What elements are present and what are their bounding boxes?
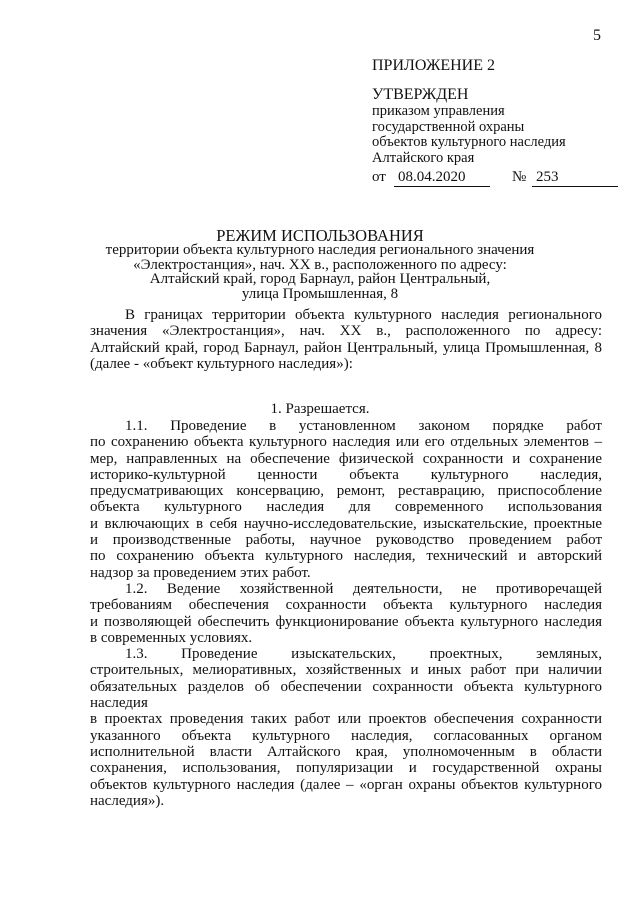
item-1-3-line: исполнительной власти Алтайского края, уполномоченным в области: [90, 743, 602, 760]
approver-line: приказом управления: [372, 103, 505, 119]
item-1-3-line: в проектах проведения таких работ или проектов обеспечения сохранности: [90, 711, 602, 728]
document-title: РЕЖИМ ИСПОЛЬЗОВАНИЯ: [216, 226, 424, 245]
subtitle-line: Алтайский край, город Барнаул, район Центральный,: [149, 271, 491, 288]
subtitle-line: улица Промышленная, 8: [241, 285, 399, 302]
intro-line: В границах территории объекта культурного наследия регионального: [125, 307, 602, 323]
section-items: [90, 418, 602, 809]
item-1-3-line: строительных, мелиоративных, хозяйственных и иных работ при наличии: [90, 662, 602, 679]
page-number: 5: [593, 27, 601, 44]
approver-line: объектов культурного наследия: [372, 134, 566, 150]
subtitle-line: территории объекта культурного наследия регионального значения: [105, 242, 535, 258]
item-1-1-line: 1.1. Проведение в установленном законом порядке работ: [125, 418, 602, 434]
item-1-2-line: в современных условиях.: [90, 629, 253, 646]
intro-paragraph: [90, 307, 602, 372]
intro-line: значения «Электростанция», нач. XX в., расположенного по адресу:: [90, 323, 602, 340]
item-1-3-line: наследия: [90, 695, 148, 712]
item-1-1-line: и включающих в себя научно-исследовательские, изыскательские, проектные: [90, 515, 602, 532]
item-1-3-line: обязательных разделов об обеспечении сохранности объекта культурного: [90, 678, 602, 695]
item-1-1-line: историко-культурной ценности объекта культурного наследия,: [90, 466, 602, 483]
item-1-1-line: мер, направленных на обеспечение физической сохранности и сохранение: [90, 450, 602, 467]
subtitle-line: «Электростанция», нач. XX в., расположенного по адресу:: [133, 256, 507, 273]
order-date: 08.04.2020: [394, 168, 490, 187]
approver-line: государственной охраны: [372, 118, 525, 135]
item-1-1-line: по сохранению объекта культурного наследия, технический и авторский: [90, 548, 602, 565]
order-prefix: от: [372, 169, 386, 185]
item-1-2-line: требованиям обеспечения сохранности объекта культурного наследия: [90, 597, 602, 614]
approved-label: УТВЕРЖДЕН: [372, 86, 469, 103]
document-subtitle: [0, 243, 640, 301]
intro-line: (далее - «объект культурного наследия»):: [90, 355, 353, 372]
item-1-3-line: 1.3. Проведение изыскательских, проектных, земляных,: [125, 646, 602, 663]
item-1-1-line: надзор за проведением этих работ.: [90, 564, 311, 581]
appendix-label: ПРИЛОЖЕНИЕ 2: [372, 57, 496, 74]
item-1-2-line: 1.2. Ведение хозяйственной деятельности, не противоречащей: [125, 580, 602, 597]
item-1-1-line: предусматривающих консервацию, ремонт, реставрацию, приспособление: [90, 483, 602, 500]
approval-block: [372, 57, 612, 187]
item-1-3-line: объектов культурного наследия (далее – «орган охраны объектов культурного: [90, 776, 602, 793]
section-heading: 1. Разрешается.: [270, 401, 370, 417]
item-1-1-line: и производственные работы, научное руководство проведением работ: [90, 532, 602, 549]
order-line: [372, 168, 612, 187]
order-number: 253: [532, 168, 618, 187]
intro-line: Алтайский край, город Барнаул, район Центральный, улица Промышленная, 8: [90, 339, 602, 356]
item-1-1-line: по сохранению объекта культурного наследия или его отдельных элементов –: [90, 434, 602, 451]
item-1-2-line: и позволяющей обеспечить функционирование объекта культурного наследия: [90, 613, 602, 630]
item-1-3-line: сохранения, использования, популяризации и государственной охраны: [90, 760, 602, 777]
approver-line: Алтайского края: [372, 149, 475, 166]
order-number-label: №: [512, 169, 527, 185]
item-1-1-line: объекта культурного наследия для современного использования: [90, 499, 602, 516]
item-1-3-line: наследия»).: [90, 792, 165, 809]
item-1-3-line: указанного объекта культурного наследия, согласованных органом: [90, 727, 602, 744]
